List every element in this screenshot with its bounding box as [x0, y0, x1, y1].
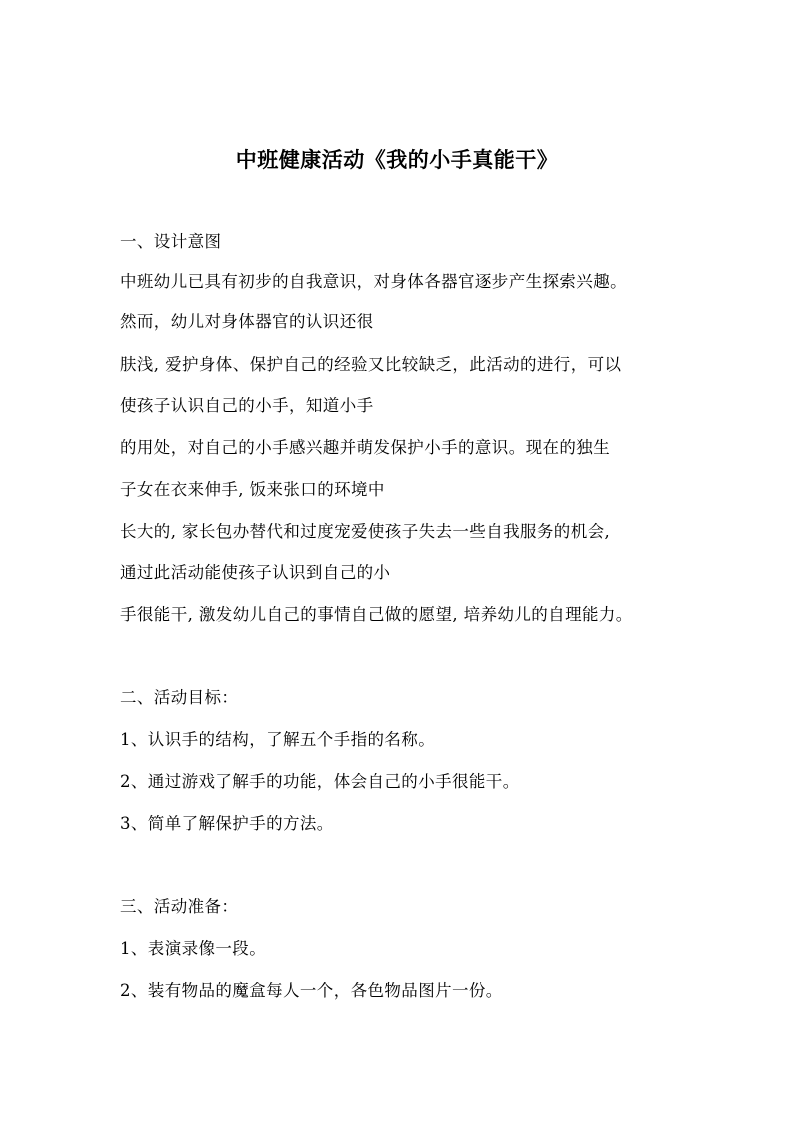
list-item: 2、通过游戏了解手的功能，体会自己的小手很能干。 [120, 772, 520, 791]
section-heading-activity-goals: 二、活动目标： [120, 688, 239, 707]
paragraph-line: 肤浅, 爱护身体、保护自己的经验又比较缺乏，此活动的进行，可以 [120, 355, 622, 374]
paragraph-line: 通过此活动能使孩子认识到自己的小 [120, 563, 391, 582]
paragraph-line: 中班幼儿已具有初步的自我意识，对身体各器官逐步产生探索兴趣。 [120, 272, 627, 291]
paragraph-line: 然而，幼儿对身体器官的认识还很 [120, 312, 374, 331]
section-heading-activity-preparation: 三、活动准备： [120, 897, 239, 916]
list-item: 1、表演录像一段。 [120, 939, 267, 958]
paragraph-line: 子女在衣来伸手, 饭来张口的环境中 [120, 480, 385, 499]
paragraph-line: 手很能干, 激发幼儿自己的事情自己做的愿望, 培养幼儿的自理能力。 [120, 605, 633, 624]
list-item: 1、认识手的结构，了解五个手指的名称。 [120, 730, 436, 749]
list-item: 3、简单了解保护手的方法。 [120, 814, 334, 833]
list-item: 2、装有物品的魔盒每人一个，各色物品图片一份。 [120, 981, 503, 1000]
paragraph-line: 的用处，对自己的小手感兴趣并萌发保护小手的意识。现在的独生 [120, 438, 611, 457]
paragraph-line: 使孩子认识自己的小手，知道小手 [120, 396, 374, 415]
paragraph-line: 长大的, 家长包办替代和过度宠爱使孩子失去一些自我服务的机会, [120, 522, 611, 541]
document-title: 中班健康活动《我的小手真能干》 [235, 147, 559, 172]
section-heading-design-intent: 一、设计意图 [120, 232, 222, 251]
